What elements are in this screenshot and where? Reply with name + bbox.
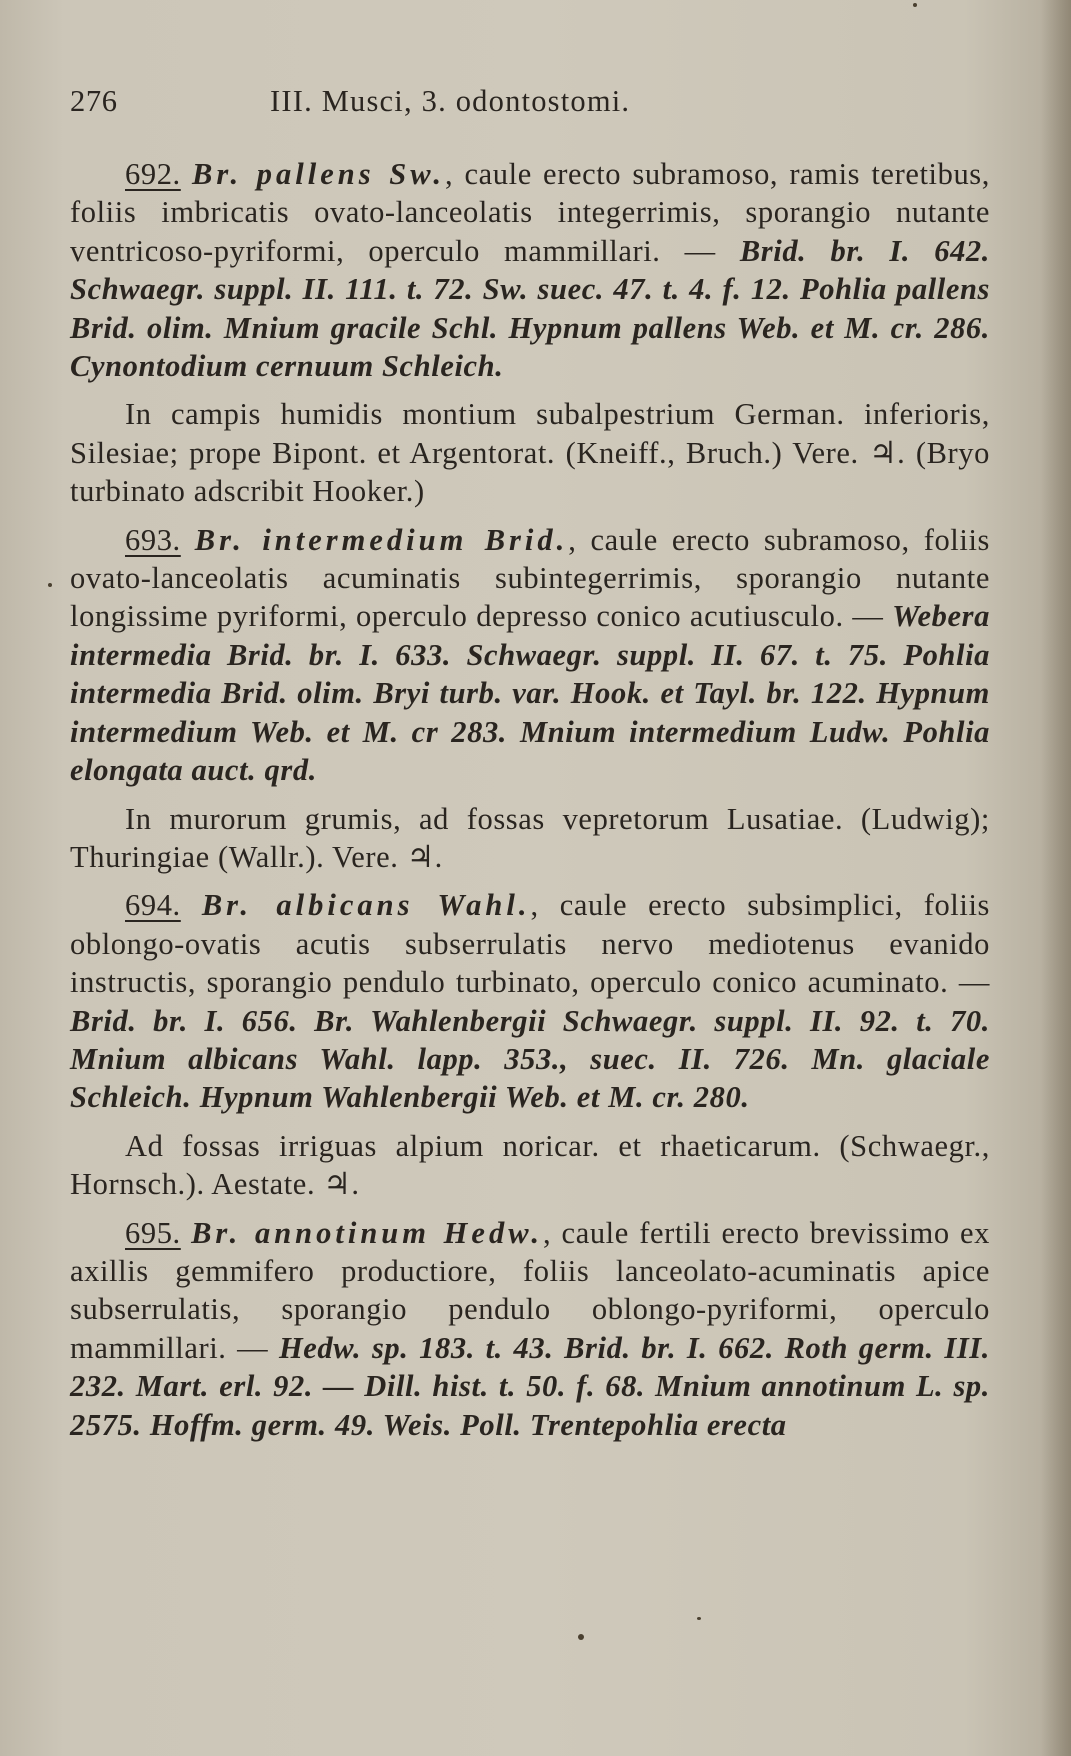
species-name: Br. albicans Wahl. — [201, 888, 531, 923]
habitat-693: In murorum grumis, ad fossas vepretorum Lusatiae. (Ludwig); Thuringiae (Wallr.). Vere. ♃. — [70, 801, 990, 874]
entry-number: 693. — [125, 522, 181, 557]
species-name: Br. pallens Sw. — [192, 157, 446, 191]
habitat-694: Ad fossas irriguas alpium noricar. et rhaeticarum. (Schwaegr., Hornsch.). Aestate. ♃. — [70, 1128, 990, 1202]
paper-speck — [913, 3, 917, 7]
species-entry-694 — [70, 886, 990, 1116]
paper-speck — [48, 583, 52, 587]
species-entry-692 — [70, 155, 990, 385]
diagnosis: , caule erecto subramoso, foliis ovato-lanceolatis acuminatis subintegerrimis, sporangio nutante longissime pyriformi, operculo depresso conico acutiusculo. — — [70, 522, 990, 634]
species-name: Br. annotinum Hedw. — [191, 1215, 544, 1250]
synonyms: Webera intermedia Brid. br. I. 633. Schwaegr. suppl. II. 67. t. 75. Pohlia intermedia Brid. olim. Bryi turb. var. Hook. et Tayl. br. 122. Hypnum intermedium Web. et M. cr 283. Mnium intermedium Ludw. Pohlia elongata auct. qrd. — [70, 599, 990, 788]
diagnosis: , caule erecto subramoso, ramis teretibus, foliis imbricatis ovato-lanceolatis integerrimis, sporangio nutante ventricoso-pyriformi, operculo mammillari. — — [70, 157, 991, 268]
page-edge-shadow — [1041, 0, 1071, 1756]
habitat-692: In campis humidis montium subalpestrium German. inferioris, Silesiae; prope Bipont. et Argentorat. (Kneiff., Bruch.) Vere. ♃. (Bryo turbinato adscribit Hooker.) — [70, 397, 990, 509]
species-name: Br. intermedium Brid. — [194, 522, 569, 557]
entry-body — [70, 521, 990, 790]
entry-body — [70, 886, 990, 1116]
diagnosis: , caule fertili erecto brevissimo ex axillis gemmifero productiore, foliis lanceolato-acuminatis apice subserrulatis, sporangio pendulo oblongo-pyriformi, operculo mammillari. — — [70, 1215, 990, 1365]
synonyms: Brid. br. I. 642. Schwaegr. suppl. II. 111. t. 72. Sw. suec. 47. t. 4. f. 12. Pohlia pallens Brid. olim. Mnium gracile Schl. Hypnum pallens Web. et M. cr. 286. Cynontodium cernuum Schleich. — [70, 233, 990, 384]
page-header — [70, 82, 990, 122]
paper-speck — [578, 1634, 584, 1640]
text-block — [70, 82, 990, 1454]
species-entry-695 — [70, 1214, 990, 1444]
page-number: 276 — [70, 84, 118, 118]
species-entry-693 — [70, 521, 990, 790]
synonyms: Brid. br. I. 656. Br. Wahlenbergii Schwaegr. suppl. II. 92. t. 70. Mnium albicans Wahl. lapp. 353., suec. II. 726. Mn. glaciale Schleich. Hypnum Wahlenbergii Web. et M. cr. 280. — [70, 1003, 990, 1115]
diagnosis: , caule erecto subsimplici, foliis oblongo-ovatis acutis subserrulatis nervo mediotenus evanido instructis, sporangio pendulo turbinato, operculo conico acuminato. — — [70, 888, 991, 1000]
synonyms: Hedw. sp. 183. t. 43. Brid. br. I. 662. Roth germ. III. 232. Mart. erl. 92. — Dill. hist. t. 50. f. 68. Mnium annotinum L. sp. 2575. Hoffm. germ. 49. Weis. Poll. Trentepohlia erecta — [70, 1330, 990, 1442]
paper-speck — [697, 1617, 701, 1620]
entry-number: 695. — [125, 1215, 181, 1250]
running-title: III. Musci, 3. odontostomi. — [270, 84, 631, 118]
entry-body — [70, 1214, 990, 1444]
entry-body — [70, 155, 990, 385]
entry-number: 694. — [125, 888, 181, 923]
entry-number: 692. — [125, 157, 181, 191]
